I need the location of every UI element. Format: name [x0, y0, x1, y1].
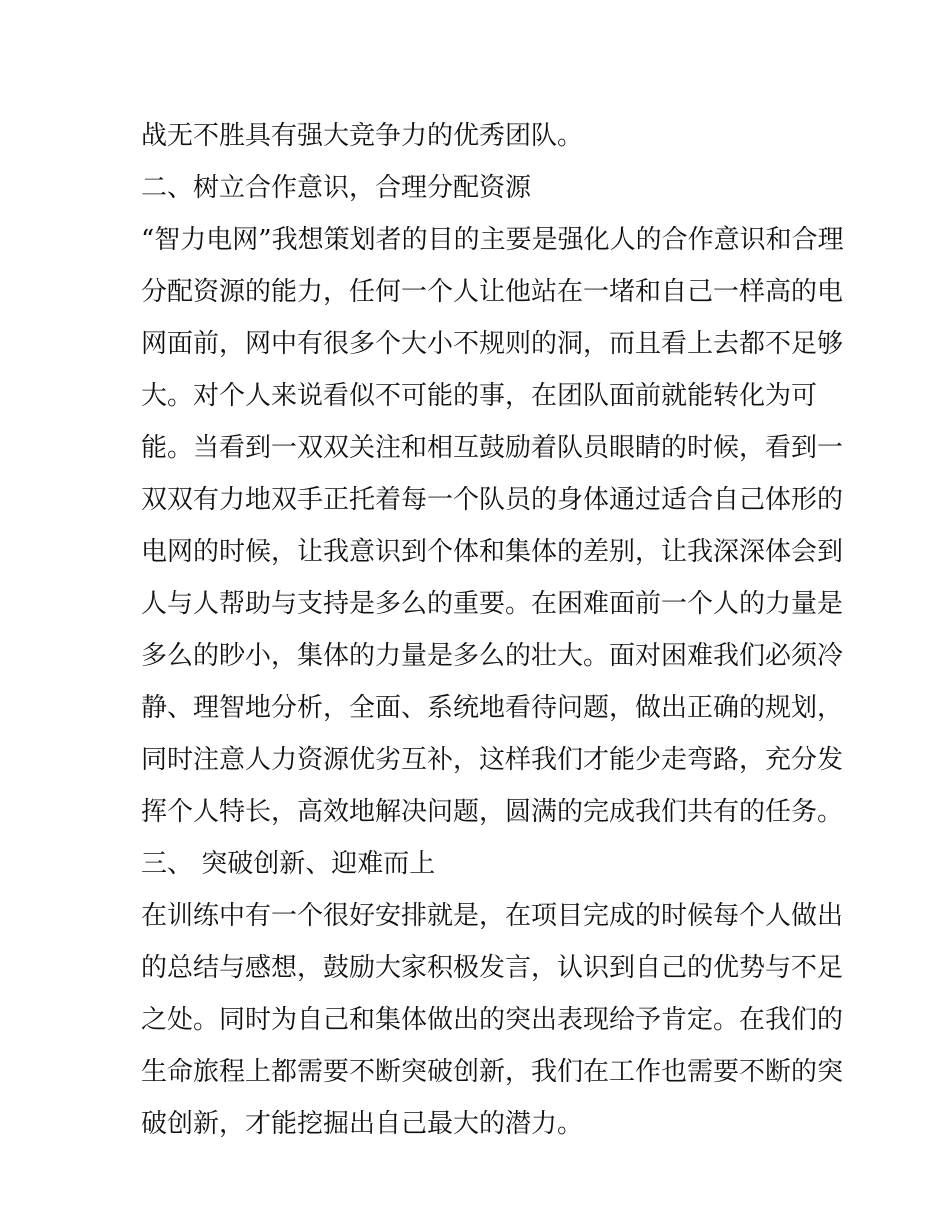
text-line: 挥个人特长，高效地解决问题，圆满的完成我们共有的任务。: [141, 797, 844, 827]
text-line: 生命旅程上都需要不断突破创新，我们在工作也需要不断的突: [141, 1057, 844, 1087]
text-line: “智力电网”我想策划者的目的主要是强化人的合作意识和合理: [141, 225, 844, 255]
text-line: 破创新，才能挖掘出自己最大的潜力。: [141, 1109, 584, 1139]
text-line: 大。对个人来说看似不可能的事，在团队面前就能转化为可: [141, 381, 818, 411]
text-line: 多么的眇小，集体的力量是多么的壮大。面对困难我们必须冷: [141, 641, 844, 671]
text-line: 的总结与感想，鼓励大家积极发言，认识到自己的优势与不足: [141, 953, 844, 983]
document-body: [141, 110, 844, 1150]
text-line: 能。当看到一双双关注和相互鼓励着队员眼睛的时候，看到一: [141, 433, 844, 463]
text-line: 同时注意人力资源优劣互补，这样我们才能少走弯路，充分发: [141, 745, 844, 775]
section-heading: 三、 突破创新、迎难而上: [141, 849, 436, 879]
text-line: 战无不胜具有强大竞争力的优秀团队。: [141, 121, 584, 151]
text-line: 之处。同时为自己和集体做出的突出表现给予肯定。在我们的: [141, 1005, 844, 1035]
text-line: 人与人帮助与支持是多么的重要。在困难面前一个人的力量是: [141, 589, 844, 619]
section-heading: 二、树立合作意识，合理分配资源: [141, 173, 532, 203]
text-line: 分配资源的能力，任何一个人让他站在一堵和自己一样高的电: [141, 277, 844, 307]
text-line: 网面前，网中有很多个大小不规则的洞，而且看上去都不足够: [141, 329, 844, 359]
text-line: 电网的时候，让我意识到个体和集体的差别，让我深深体会到: [141, 537, 844, 567]
text-line: 双双有力地双手正托着每一个队员的身体通过适合自己体形的: [141, 485, 844, 515]
text-line: 静、理智地分析，全面、系统地看待问题，做出正确的规划，: [141, 693, 844, 723]
text-line: 在训练中有一个很好安排就是，在项目完成的时候每个人做出: [141, 901, 844, 931]
